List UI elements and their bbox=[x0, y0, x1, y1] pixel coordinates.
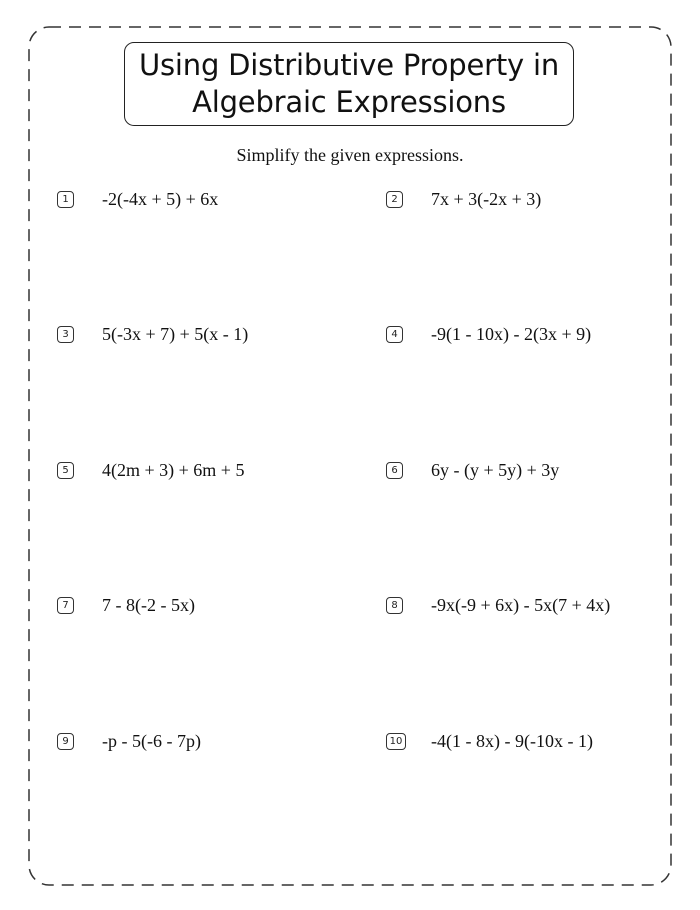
problem-6 bbox=[386, 458, 559, 482]
title-box bbox=[124, 42, 574, 126]
problem-number-badge: 9 bbox=[57, 733, 74, 750]
problem-expression: 7x + 3(-2x + 3) bbox=[431, 188, 542, 209]
problem-expression: -9(1 - 10x) - 2(3x + 9) bbox=[431, 323, 592, 344]
problem-number-badge: 1 bbox=[57, 191, 74, 208]
problem-number-badge: 7 bbox=[57, 597, 74, 614]
problem-10 bbox=[386, 729, 593, 753]
page-title-line-1: Using Distributive Property in bbox=[138, 48, 560, 82]
problem-number-badge: 8 bbox=[386, 597, 403, 614]
problem-expression: -2(-4x + 5) + 6x bbox=[102, 188, 219, 209]
problem-3 bbox=[57, 322, 248, 346]
problem-8 bbox=[386, 593, 610, 617]
problem-expression: 4(2m + 3) + 6m + 5 bbox=[102, 459, 245, 480]
problem-expression: -4(1 - 8x) - 9(-10x - 1) bbox=[431, 730, 593, 751]
problem-number-badge: 3 bbox=[57, 326, 74, 343]
instruction-text: Simplify the given expressions. bbox=[236, 145, 464, 165]
problem-expression: 7 - 8(-2 - 5x) bbox=[102, 594, 195, 615]
problem-2 bbox=[386, 187, 541, 211]
problem-7 bbox=[57, 593, 195, 617]
problem-number-badge: 5 bbox=[57, 462, 74, 479]
problem-expression: 6y - (y + 5y) + 3y bbox=[431, 459, 560, 480]
problem-1 bbox=[57, 187, 218, 211]
problem-4 bbox=[386, 322, 591, 346]
problem-number-badge: 2 bbox=[386, 191, 403, 208]
problem-expression: 5(-3x + 7) + 5(x - 1) bbox=[102, 323, 249, 344]
problem-5 bbox=[57, 458, 244, 482]
problem-9 bbox=[57, 729, 201, 753]
problem-number-badge: 10 bbox=[386, 733, 406, 750]
problem-expression: -p - 5(-6 - 7p) bbox=[102, 730, 201, 751]
problem-number-badge: 6 bbox=[386, 462, 403, 479]
problem-expression: -9x(-9 + 6x) - 5x(7 + 4x) bbox=[431, 594, 611, 615]
page-title-line-2: Algebraic Expressions bbox=[192, 85, 506, 119]
problem-number-badge: 4 bbox=[386, 326, 403, 343]
